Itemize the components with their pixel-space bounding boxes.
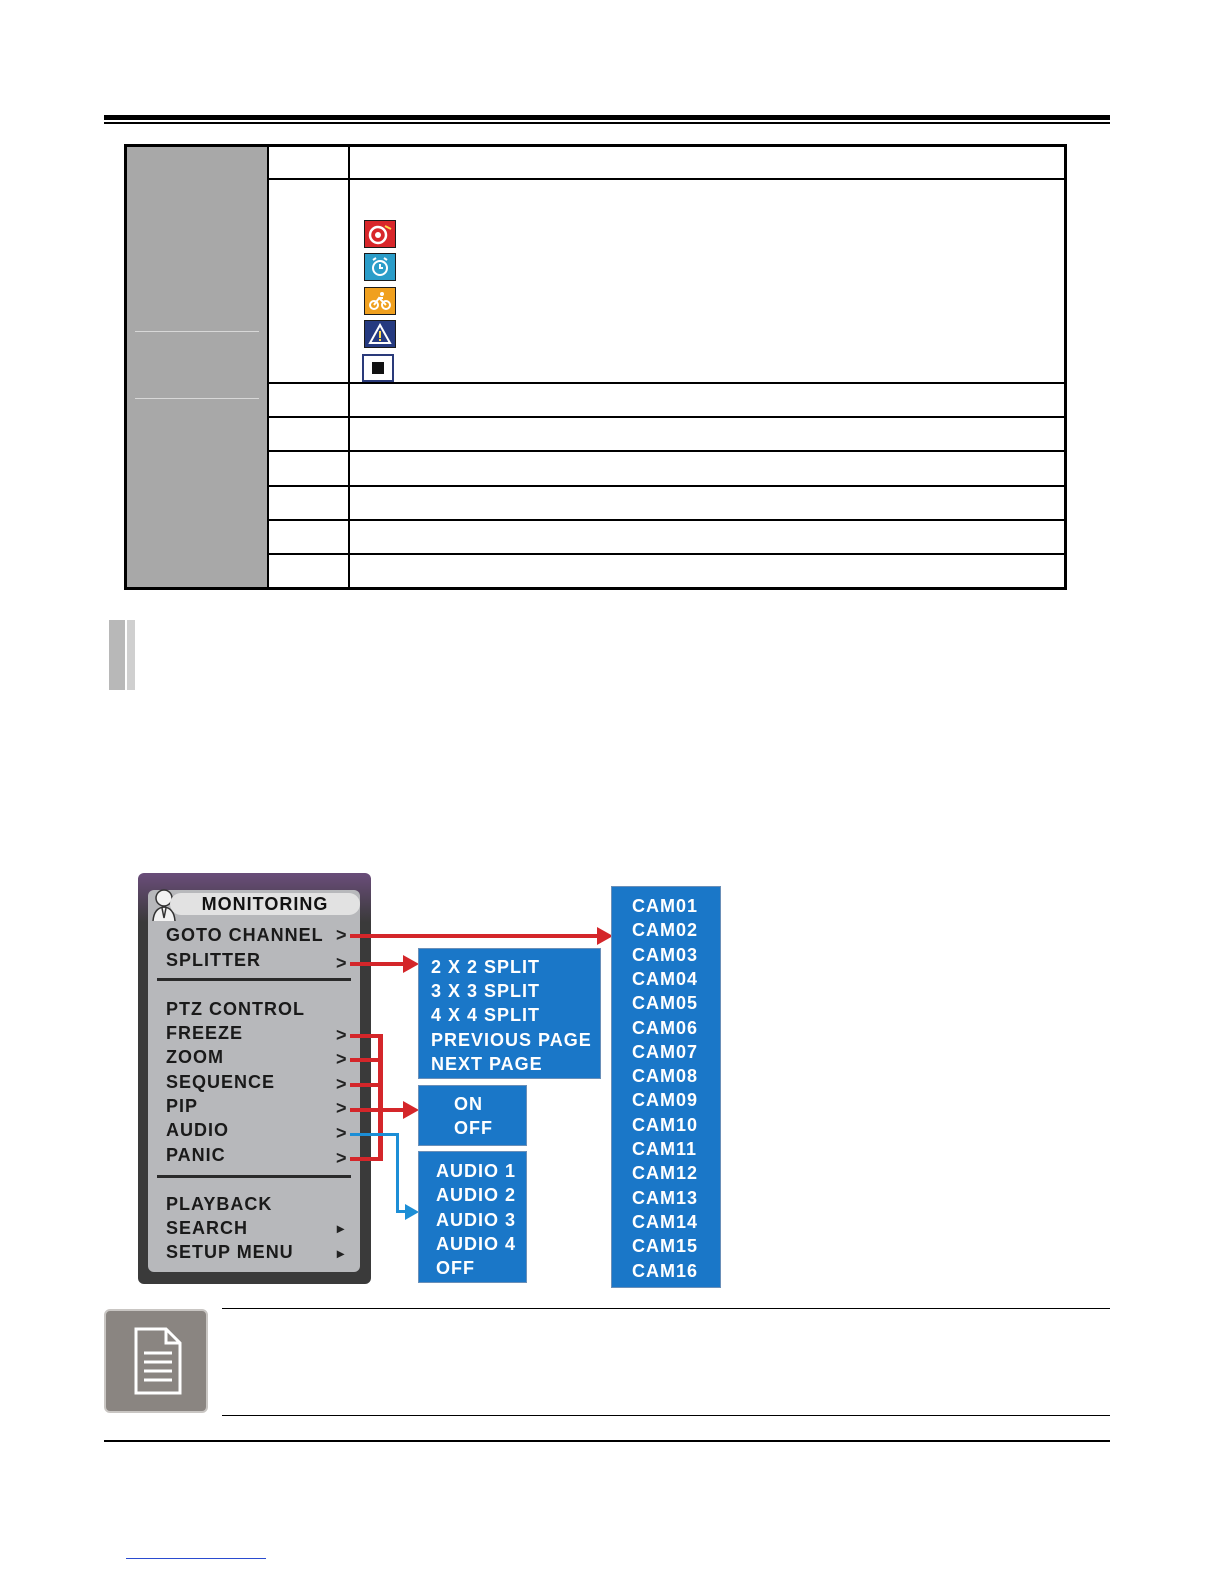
option-next-page[interactable]: NEXT PAGE: [431, 1054, 543, 1074]
alarm-icon: [364, 320, 396, 348]
schedule-icon: [364, 253, 396, 281]
chevron-right-icon: >: [336, 953, 347, 973]
option-previous-page[interactable]: PREVIOUS PAGE: [431, 1030, 592, 1050]
option-camera[interactable]: CAM16: [632, 1261, 699, 1281]
table-label-column: [127, 147, 267, 587]
column-divider: [348, 147, 350, 587]
option-audio-off[interactable]: OFF: [436, 1258, 475, 1278]
row-divider: [267, 382, 1064, 384]
chevron-right-icon: >: [336, 925, 347, 945]
menu-item-freeze[interactable]: FREEZE: [166, 1023, 244, 1043]
row-divider: [267, 416, 1064, 418]
column-divider: [267, 147, 269, 587]
arrow-freeze-connector: [350, 1034, 383, 1038]
footer-rule: [104, 1440, 1110, 1442]
menu-item-zoom[interactable]: ZOOM: [166, 1047, 224, 1067]
option-camera[interactable]: CAM12: [632, 1163, 699, 1183]
record-icon: [364, 220, 396, 248]
arrow-splitter-to-options: [350, 962, 406, 966]
menu-title: MONITORING: [170, 893, 360, 915]
note-bottom-rule: [222, 1415, 1110, 1416]
option-camera[interactable]: CAM02: [632, 920, 699, 940]
option-camera[interactable]: CAM14: [632, 1212, 699, 1232]
arrow-audio-vertical: [396, 1133, 399, 1213]
menu-item-panic[interactable]: PANIC: [166, 1145, 226, 1165]
camera-list-panel: [611, 886, 721, 1288]
option-on[interactable]: ON: [454, 1094, 483, 1114]
row-divider: [267, 450, 1064, 452]
menu-item-ptz-control[interactable]: PTZ CONTROL: [166, 999, 305, 1019]
menu-item-search[interactable]: SEARCH: [166, 1218, 249, 1238]
triangle-right-icon: ▸: [337, 1245, 345, 1261]
option-audio-4[interactable]: AUDIO 4: [436, 1234, 517, 1254]
menu-item-setup-menu[interactable]: SETUP MENU: [166, 1242, 294, 1262]
note-icon: [104, 1309, 208, 1413]
option-camera[interactable]: CAM03: [632, 945, 699, 965]
row-divider: [267, 553, 1064, 555]
option-off[interactable]: OFF: [454, 1118, 493, 1138]
label-separator: [135, 398, 259, 399]
option-camera[interactable]: CAM05: [632, 993, 699, 1013]
option-audio-1[interactable]: AUDIO 1: [436, 1161, 517, 1181]
option-camera[interactable]: CAM10: [632, 1115, 699, 1135]
row-divider: [267, 485, 1064, 487]
menu-item-playback[interactable]: PLAYBACK: [166, 1194, 273, 1214]
arrowhead-icon: [403, 955, 419, 973]
chevron-right-icon: >: [336, 1123, 347, 1143]
triangle-right-icon: ▸: [337, 1220, 345, 1236]
option-camera[interactable]: CAM11: [632, 1139, 698, 1159]
option-camera[interactable]: CAM06: [632, 1018, 699, 1038]
option-2x2-split[interactable]: 2 X 2 SPLIT: [431, 957, 541, 977]
chevron-right-icon: >: [336, 1074, 347, 1094]
footer-link-underline[interactable]: [126, 1558, 266, 1559]
menu-item-goto-channel[interactable]: GOTO CHANNEL: [166, 925, 324, 945]
motion-icon: [364, 287, 396, 315]
label-separator: [135, 331, 259, 332]
option-camera[interactable]: CAM09: [632, 1090, 699, 1110]
option-camera[interactable]: CAM15: [632, 1236, 699, 1256]
menu-item-audio[interactable]: AUDIO: [166, 1120, 229, 1140]
option-camera[interactable]: CAM04: [632, 969, 699, 989]
arrow-audio-connector: [350, 1133, 399, 1136]
option-camera[interactable]: CAM07: [632, 1042, 699, 1062]
section-marker-accent: [127, 620, 135, 690]
chevron-right-icon: >: [336, 1148, 347, 1168]
section-marker: [109, 620, 125, 690]
chevron-right-icon: >: [336, 1049, 347, 1069]
menu-item-pip[interactable]: PIP: [166, 1096, 199, 1116]
header-rule: [104, 115, 1110, 120]
option-4x4-split[interactable]: 4 X 4 SPLIT: [431, 1005, 541, 1025]
menu-item-sequence[interactable]: SEQUENCE: [166, 1072, 276, 1092]
menu-divider: [157, 1175, 351, 1178]
note-top-rule: [222, 1308, 1110, 1309]
arrow-panic-connector: [350, 1157, 383, 1161]
chevron-right-icon: >: [336, 1025, 347, 1045]
arrow-pip-to-onoff: [350, 1108, 406, 1112]
stop-icon: [362, 354, 394, 382]
header-rule-thin: [104, 122, 1110, 124]
option-3x3-split[interactable]: 3 X 3 SPLIT: [431, 981, 541, 1001]
menu-item-splitter[interactable]: SPLITTER: [166, 950, 262, 970]
arrow-bracket-vertical: [378, 1034, 383, 1161]
row-divider: [267, 519, 1064, 521]
arrow-zoom-connector: [350, 1058, 383, 1062]
option-audio-2[interactable]: AUDIO 2: [436, 1185, 517, 1205]
arrow-goto-to-cameras: [350, 934, 600, 938]
arrowhead-icon: [403, 1101, 419, 1119]
option-audio-3[interactable]: AUDIO 3: [436, 1210, 517, 1230]
chevron-right-icon: >: [336, 1098, 347, 1118]
menu-divider: [157, 978, 351, 981]
option-camera[interactable]: CAM13: [632, 1188, 699, 1208]
splitter-options-panel: [418, 948, 601, 1079]
option-camera[interactable]: CAM08: [632, 1066, 699, 1086]
audio-options-panel: [418, 1151, 527, 1283]
onoff-options-panel: [418, 1085, 527, 1146]
arrowhead-icon: [405, 1204, 419, 1220]
arrow-sequence-connector: [350, 1083, 383, 1087]
option-camera[interactable]: CAM01: [632, 896, 699, 916]
row-divider: [267, 178, 1064, 180]
